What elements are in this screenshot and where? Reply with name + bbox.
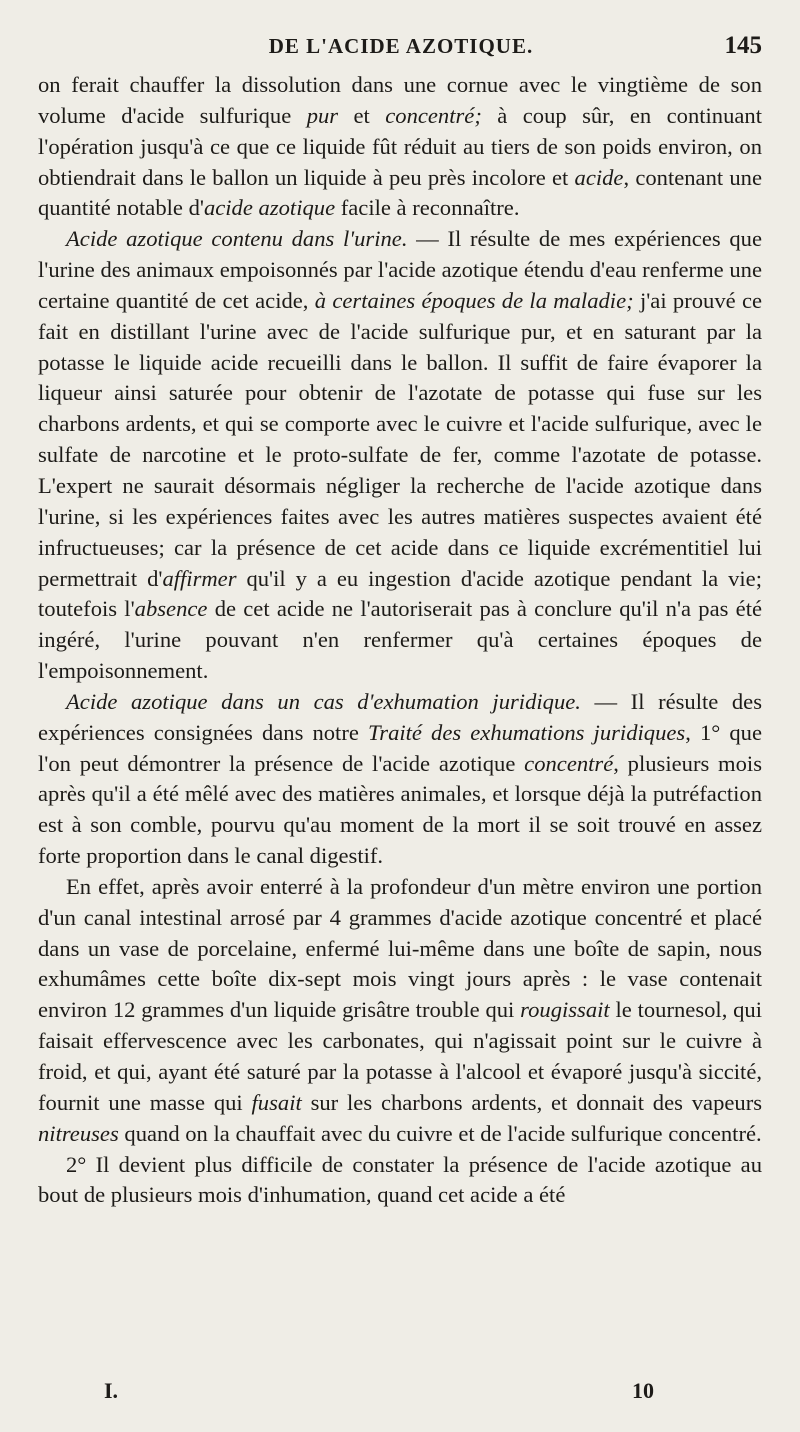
- italic-text: fusait: [251, 1089, 302, 1115]
- page-number: 145: [724, 32, 762, 59]
- text-run: — Il résulte des expériences consignées dans notre: [38, 688, 762, 745]
- text-run: quand on la chauffait avec du cuivre et de l'acide sulfurique concentré.: [118, 1120, 762, 1146]
- page-footer: [38, 1378, 762, 1408]
- italic-text: acide: [574, 164, 624, 190]
- italic-text: Acide azotique contenu dans l'urine.: [66, 226, 408, 252]
- text-run: , contenant une quantité notable d': [38, 164, 762, 221]
- italic-text: nitreuses: [38, 1120, 119, 1146]
- text-run: , 1° que l'on peut démontrer la présence de l'acide azotique: [38, 719, 762, 776]
- text-run: — Il résulte de mes expériences que l'urine des animaux empoisonnés par l'acide azotique étendu d'eau renferme une certaine quantité de cet acide,: [38, 226, 762, 313]
- italic-text: acide azotique: [203, 195, 336, 221]
- body-text: [38, 70, 762, 1211]
- paragraph: [38, 224, 762, 687]
- italic-text: absence: [134, 596, 208, 622]
- text-run: j'ai prouvé ce fait en distillant l'urine avec de l'acide sulfurique pur, et en saturant par la potasse le liquide acide recueilli dans le ballon. Il suffit de faire évaporer la liqueur ainsi saturée pour obtenir de l'azotate de potasse qui fuse sur les charbons ardents, et qui se comporte avec le cuivre et l'acide sulfurique, avec le sulfate de narcotine et le proto-sulfate de fer, comme l'azotate de potasse. L'expert ne saurait désormais négliger la recherche de l'acide azotique dans l'urine, si les expériences faites avec les autres matières suspectes avaient été infructueuses; car la présence de cet acide dans ce liquide excrémentitiel lui permettrait d': [38, 287, 762, 591]
- running-title: DE L'ACIDE AZOTIQUE.: [268, 34, 534, 58]
- paragraph: [38, 687, 762, 872]
- italic-text: concentré;: [385, 102, 482, 128]
- text-run: et: [338, 102, 386, 128]
- italic-text: à certaines époques de la maladie;: [314, 287, 634, 313]
- paragraph: [38, 70, 762, 224]
- text-run: facile à reconnaître.: [335, 195, 520, 221]
- text-run: sur les charbons ardents, et donnait des vapeurs: [301, 1089, 763, 1115]
- italic-text: rougissait: [520, 997, 610, 1023]
- text-run: de cet acide ne l'autoriserait pas à conclure qu'il n'a pas été ingéré, l'urine pouvant n'en renfermer qu'à certaines époques de l'empoisonnement.: [38, 596, 762, 684]
- italic-text: Acide azotique dans un cas d'exhumation juridique.: [66, 688, 581, 714]
- italic-text: affirmer: [162, 565, 237, 591]
- text-run: En effet, après avoir enterré à la profondeur d'un mètre environ une portion d'un canal intestinal arrosé par 4 grammes d'acide azotique concentré et placé dans un vase de porcelaine, enfermé lui-même dans une boîte de sapin, nous exhumâmes cette boîte dix-sept mois vingt jours après : le vase contenait environ 12 grammes d'un liquide grisâtre trouble qui: [38, 873, 762, 1023]
- text-run: le tournesol, qui faisait effervescence avec les carbonates, qui n'agissait point sur le cuivre à froid, et qui, ayant été saturé par la potasse à l'alcool et évaporé jusqu'à siccité, fournit une masse qui: [38, 997, 763, 1115]
- signature-mark: I.: [104, 1378, 119, 1403]
- running-head: [40, 32, 762, 66]
- text-run: , plusieurs mois après qu'il a été mêlé avec des matières animales, et lorsque déjà la putréfaction est à son comble, pourvu qu'au moment de la mort il se soit trouvé en assez forte proportion dans le canal digestif.: [38, 750, 762, 869]
- text-run: qu'il y a eu ingestion d'acide azotique pendant la vie; toutefois l': [38, 565, 762, 622]
- text-run: 2° Il devient plus difficile de constater la présence de l'acide azotique au bout de plusieurs mois d'inhumation, quand cet acide a été: [38, 1151, 762, 1208]
- text-run: à coup sûr, en continuant l'opération jusqu'à ce que ce liquide fût réduit au tiers de son poids environ, on obtiendrait dans le ballon un liquide à peu près incolore et: [38, 102, 762, 190]
- sheet-number: 10: [632, 1378, 654, 1403]
- paragraph: [38, 1150, 762, 1212]
- italic-text: concentré: [524, 750, 614, 776]
- paragraph: [38, 872, 762, 1150]
- italic-text: Traité des exhumations juridiques: [367, 719, 686, 745]
- text-run: on ferait chauffer la dissolution dans une cornue avec le vingtième de son volume d'acide sulfurique: [38, 72, 762, 128]
- italic-text: pur: [306, 102, 339, 128]
